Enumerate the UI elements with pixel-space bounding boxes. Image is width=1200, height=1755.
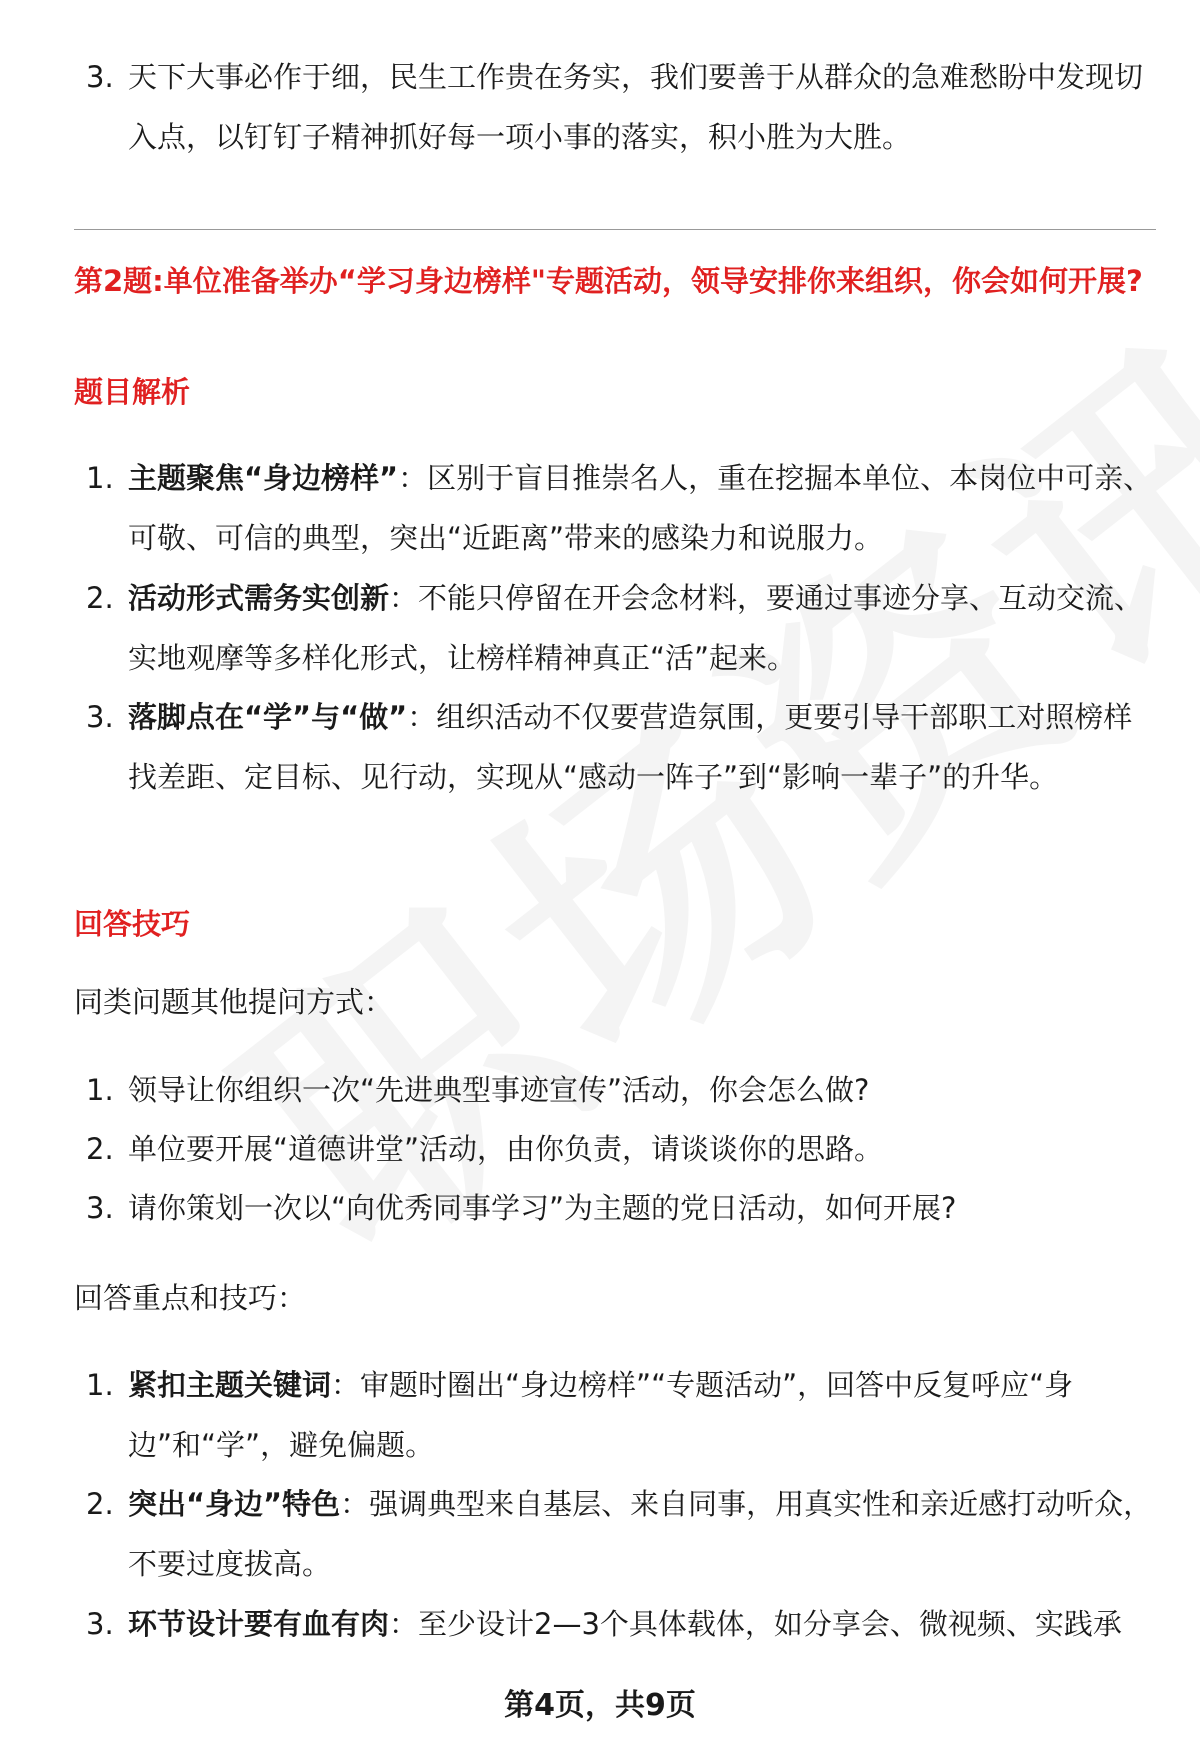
item-number: 1. — [86, 1368, 114, 1402]
list-item — [86, 568, 1156, 688]
item-number: 1. — [86, 1073, 114, 1107]
item-number: 3. — [86, 60, 114, 94]
list-item — [86, 1355, 1156, 1475]
item-number: 3. — [86, 1607, 114, 1641]
item-bold: 活动形式需务实创新 — [128, 581, 390, 615]
item-bold: 主题聚焦“身边榜样” — [128, 461, 399, 495]
page-footer: 第4页，共9页 — [504, 1688, 696, 1723]
item-text: ：至少设计2—3个具体载体，如分享会、微视频、实践承 — [389, 1607, 1122, 1641]
section-title-tips: 回答技巧 — [74, 907, 191, 941]
item-text: 单位要开展“道德讲堂”活动，由你负责，请谈谈你的思路。 — [128, 1132, 884, 1166]
item-text: 天下大事必作于细，民生工作贵在务实，我们要善于从群众的急难愁盼中发现切入点，以钉钉子精神抓好每一项小事的落实，积小胜为大胜。 — [128, 60, 1144, 154]
question-title: 第2题:单位准备举办“学习身边榜样"专题活动，领导安排你来组织，你会如何开展? — [74, 264, 1143, 298]
item-text: ：组织活动不仅要营造氛围，更要引导干部职工对照榜样找差距、定目标、见行动，实现从“感动一阵子”到“影响一辈子”的升华。 — [128, 700, 1133, 794]
similar-questions-label: 同类问题其他提问方式： — [74, 985, 394, 1019]
item-number: 2. — [86, 1132, 114, 1166]
item-text: ：区别于盲目推崇名人，重在挖掘本单位、本岗位中可亲、可敬、可信的典型，突出“近距离”带来的感染力和说服力。 — [128, 461, 1153, 555]
list-item — [86, 1178, 1156, 1238]
divider — [74, 229, 1156, 230]
item-text: ：强调典型来自基层、来自同事，用真实性和亲近感打动听众，不要过度拔高。 — [128, 1487, 1153, 1581]
list-item — [86, 1594, 1156, 1654]
item-bold: 落脚点在“学”与“做” — [128, 700, 408, 734]
item-bold: 紧扣主题关键词 — [128, 1368, 332, 1402]
item-text: 请你策划一次以“向优秀同事学习”为主题的党日活动，如何开展? — [128, 1191, 957, 1225]
item-text: ：不能只停留在开会念材料，要通过事迹分享、互动交流、实地观摩等多样化形式，让榜样精神真正“活”起来。 — [128, 581, 1144, 675]
item-text: 领导让你组织一次“先进典型事迹宣传”活动，你会怎么做? — [128, 1073, 870, 1107]
section-title-analysis: 题目解析 — [74, 375, 191, 409]
list-item — [86, 1119, 1156, 1179]
item-text: ：审题时圈出“身边榜样”“专题活动”，回答中反复呼应“身边”和“学”，避免偏题。 — [128, 1368, 1074, 1462]
item-bold: 突出“身边”特色 — [128, 1487, 341, 1521]
item-number: 3. — [86, 700, 114, 734]
list-item — [86, 1474, 1156, 1594]
item-number: 2. — [86, 1487, 114, 1521]
item-number: 1. — [86, 461, 114, 495]
key-points-label: 回答重点和技巧： — [74, 1281, 307, 1315]
list-item — [86, 448, 1156, 568]
list-item — [86, 687, 1156, 807]
list-item — [86, 47, 1156, 167]
item-number: 3. — [86, 1191, 114, 1225]
item-bold: 环节设计要有血有肉 — [128, 1607, 390, 1641]
list-item — [86, 1060, 1156, 1120]
item-number: 2. — [86, 581, 114, 615]
